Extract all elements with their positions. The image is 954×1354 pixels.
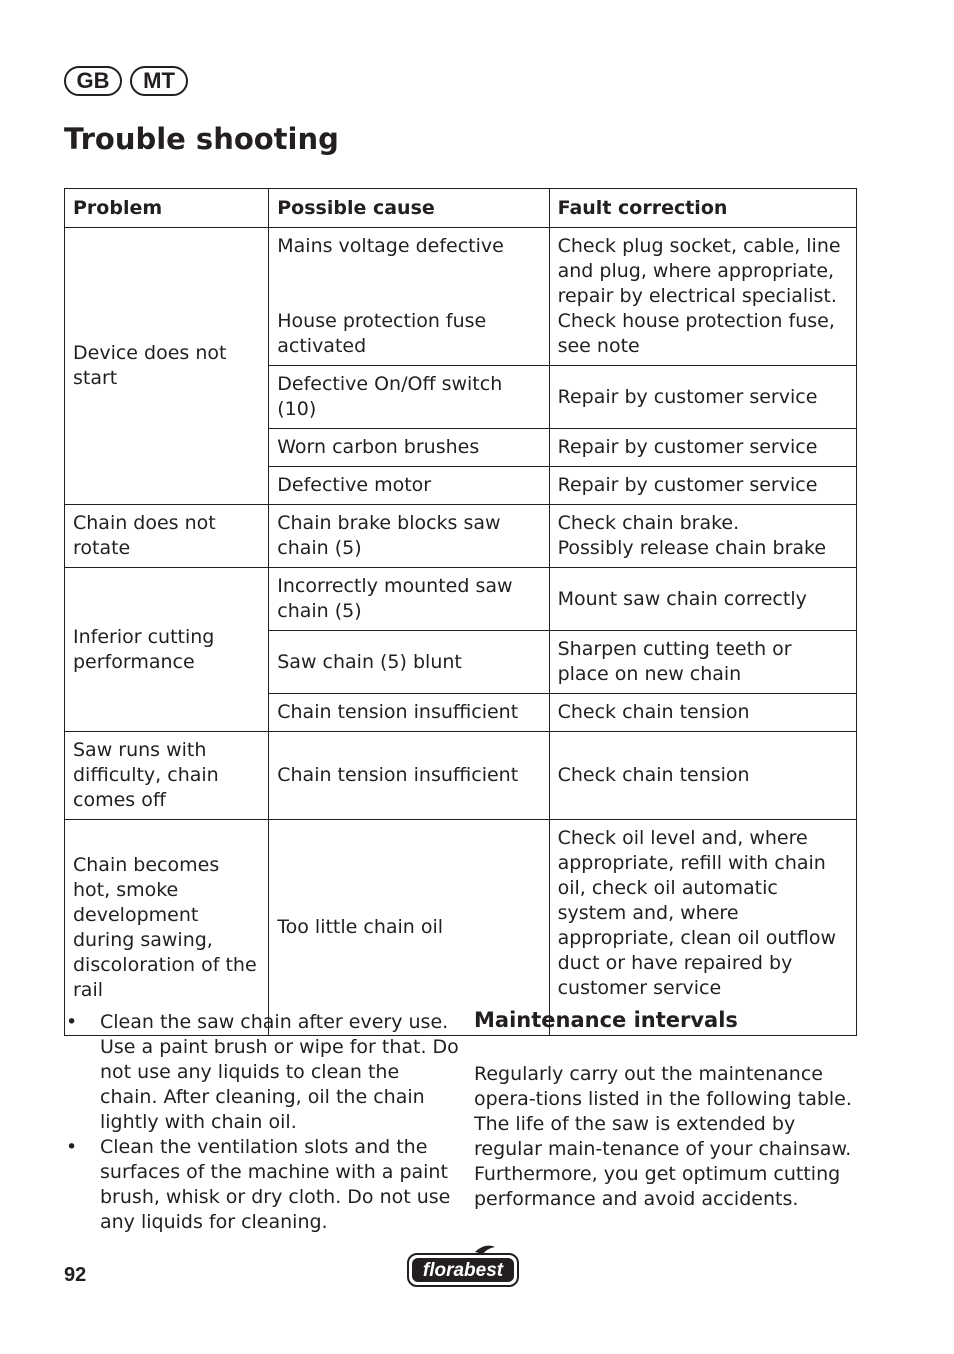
problem-cell: Device does not start	[65, 228, 269, 505]
fix-cell: Check oil level and, where appropriate, refill with chain oil, check oil automatic system and, where appropriate, clean oil outflow duct or have repaired by customer service	[549, 820, 856, 1036]
language-badge-gb: GB	[64, 66, 122, 96]
problem-cell: Saw runs with difficulty, chain comes off	[65, 732, 269, 820]
fix-cell	[549, 505, 856, 568]
bullet-icon: •	[66, 1011, 78, 1033]
language-badge-mt: MT	[130, 66, 188, 96]
cause-cell: Saw chain (5) blunt	[269, 631, 549, 694]
fix-cell: Check chain tension	[549, 694, 856, 732]
logo-wordmark: florabest	[422, 1260, 504, 1281]
section-body: Regularly carry out the maintenance opera-tions listed in the following table. The life of the saw is extended by regular main-tenance of your chainsaw. Furthermore, you get optimum cutting performance and avoid accidents.	[474, 1063, 852, 1210]
table-row	[65, 568, 857, 631]
table-row	[65, 505, 857, 568]
table-row	[65, 228, 857, 366]
bullet-icon: •	[66, 1136, 78, 1158]
fix-cell: Check chain tension	[549, 732, 856, 820]
page-number: 92	[64, 1264, 87, 1286]
bullet-list	[64, 1010, 459, 1235]
cause-text: House protection fuse activated	[277, 310, 487, 357]
list-item-text: Clean the saw chain after every use. Use a paint brush or wipe for that. Do not use any liquids to clean the chain. After cleaning, oil the chain lightly with chain oil.	[100, 1011, 459, 1133]
section-heading: Maintenance intervals	[474, 1008, 738, 1032]
maintenance-section	[474, 1006, 858, 1212]
cause-cell: Defective motor	[269, 467, 549, 505]
problem-cell: Inferior cutting performance	[65, 568, 269, 732]
cause-cell: Chain brake blocks saw chain (5)	[269, 505, 549, 568]
fix-cell: Sharpen cutting teeth or place on new chain	[549, 631, 856, 694]
cause-cell	[269, 228, 549, 366]
cause-cell: Too little chain oil	[269, 820, 549, 1036]
table-row	[65, 732, 857, 820]
troubleshooting-table	[64, 188, 857, 1036]
header-problem: Problem	[65, 189, 269, 228]
fix-cell: Repair by customer service	[549, 467, 856, 505]
language-badges	[64, 66, 188, 96]
problem-cell: Chain does not rotate	[65, 505, 269, 568]
cause-cell: Chain tension insufficient	[269, 694, 549, 732]
cause-cell: Defective On/Off switch (10)	[269, 366, 549, 429]
cause-cell: Incorrectly mounted saw chain (5)	[269, 568, 549, 631]
fix-cell: Mount saw chain correctly	[549, 568, 856, 631]
page-title: Trouble shooting	[64, 122, 339, 156]
problem-cell: Chain becomes hot, smoke development during sawing, discoloration of the rail	[65, 820, 269, 1036]
cause-cell: Worn carbon brushes	[269, 429, 549, 467]
cause-cell: Chain tension insufficient	[269, 732, 549, 820]
care-instructions	[64, 1010, 459, 1235]
fix-cell: Check plug socket, cable, line and plug, where appropriate, repair by electrical specialist. Check house protection fuse, see note	[549, 228, 856, 366]
table-header-row	[65, 189, 857, 228]
fix-cell: Repair by customer service	[549, 366, 856, 429]
fix-text: Possibly release chain brake	[557, 537, 827, 559]
cause-text: Mains voltage defective	[277, 235, 504, 257]
list-item	[64, 1010, 459, 1135]
list-item	[64, 1135, 459, 1235]
table-row	[65, 820, 857, 1036]
header-possible-cause: Possible cause	[269, 189, 549, 228]
header-fault-correction: Fault correction	[549, 189, 856, 228]
fix-text: Check chain brake.	[557, 512, 740, 534]
list-item-text: Clean the ventilation slots and the surfaces of the machine with a paint brush, whisk or dry cloth. Do not use any liquids for cleaning.	[100, 1136, 451, 1233]
florabest-logo-icon	[405, 1244, 521, 1290]
fix-cell: Repair by customer service	[549, 429, 856, 467]
